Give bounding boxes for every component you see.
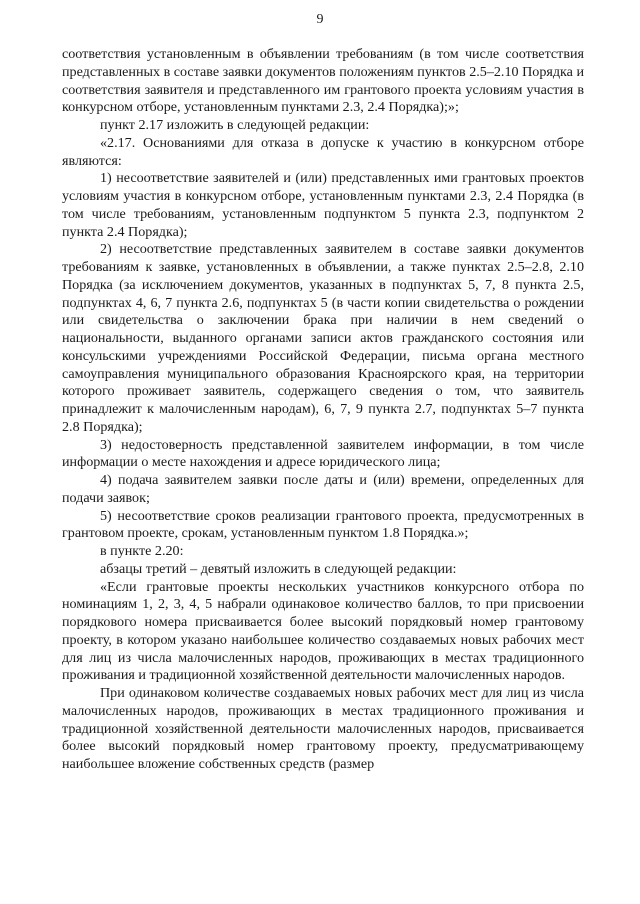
paragraph: 3) недостоверность представленной заявителем информации, в том числе информации о месте нахождения и адресе юридического лица; <box>62 436 584 471</box>
paragraph: соответствия установленным в объявлении требованиям (в том числе соответствия представленных в составе заявки документов положениям пунктов 2.5–2.10 Порядка и соответствия заявителя и представленного им грантового проекта условиям участия в конкурсном отборе, установленным пунктами 2.3, 2.4 Порядка);»; <box>62 46 584 116</box>
paragraph: «2.17. Основаниями для отказа в допуске к участию в конкурсном отборе являются: <box>62 134 584 169</box>
paragraph: При одинаковом количестве создаваемых новых рабочих мест для лиц из числа малочисленных народов, проживающих в местах традиционного проживания и традиционной хозяйственной деятельности малочисленных народов, присваивается более высокий порядковый номер грантовому проекту, предусматривающему наибольшее вложение собственных средств (размер <box>62 685 584 772</box>
paragraph: 2) несоответствие представленных заявителем в составе заявки документов требованиям к заявке, установленных в объявлении, а также пунктах 2.5–2.8, 2.10 Порядка (за исключением документов, указанных в подпунктах 5, 7, 8 пункта 2.5, подпунктах 4, 6, 7 пункта 2.6, подпунктах 5 (в части копии свидетельства о рождении или свидетельства о заключении брака при наличии в нем сведений о национальности, выданного органами записи актов гражданского состояния или консульскими учреждениями Российской Федерации, письма органа местного самоуправления муниципального образования Красноярского края, на территории которого проживает заявитель, содержащего сведения о том, что заявитель принадлежит к малочисленным народам), 6, 7, 9 пункта 2.7, подпунктах 5–7 пункта 2.8 Порядка); <box>62 241 584 435</box>
page-number: 9 <box>316 12 324 27</box>
paragraph: в пункте 2.20: <box>100 543 184 559</box>
paragraph: 5) несоответствие сроков реализации грантового проекта, предусмотренных в грантовом проекте, срокам, установленным пунктом 1.8 Порядка.»; <box>62 507 584 542</box>
paragraph: 4) подача заявителем заявки после даты и (или) времени, определенных для подачи заявок; <box>62 472 584 506</box>
paragraph: абзацы третий – девятый изложить в следующей редакции: <box>100 560 457 577</box>
document-body <box>62 46 584 774</box>
paragraph: «Если грантовые проекты нескольких участников конкурсного отбора по номинациям 1, 2, 3, 4, 5 набрали одинаковое количество баллов, то при присвоении порядкового номера присваивается более высокий порядковый номер грантовому проекту, в котором указано наибольшее количество создаваемых новых рабочих мест для лиц из числа малочисленных народов, проживающих в местах традиционного проживания и традиционной хозяйственной деятельности малочисленных народов. <box>62 578 584 684</box>
paragraph: пункт 2.17 изложить в следующей редакции: <box>100 117 370 133</box>
paragraph: 1) несоответствие заявителей и (или) представленных ими грантовых проектов условиям участия в конкурсном отборе, установленным пунктами 2.3, 2.4 Порядка (в том числе требованиям, установленным подпунктом 5 пункта 2.3, подпунктом 2 пункта 2.4 Порядка); <box>62 170 584 240</box>
